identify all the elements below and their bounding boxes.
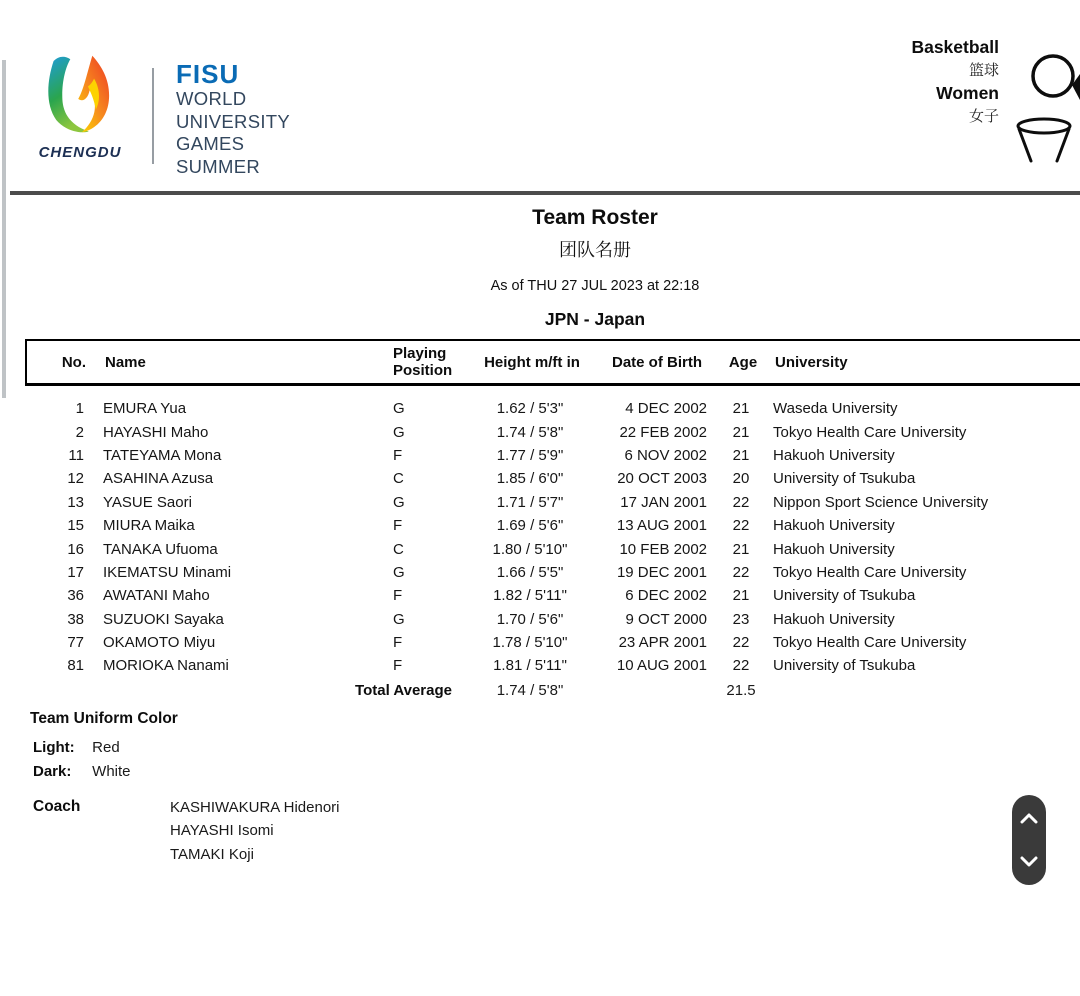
cell-no: 77 [67,634,84,652]
cell-age: 23 [732,610,750,628]
cell-no: 13 [67,493,84,511]
cell-height: 1.81 / 5'11" [493,657,567,675]
column-playing-position: Playing Position [393,345,453,379]
column-no: No. [61,353,86,371]
cell-age: 20 [732,470,750,488]
uniform-dark-value: White [92,763,131,780]
sport-name-zh: 篮球 [968,62,999,79]
uniform-light-value: Red [92,739,120,756]
cell-age: 21 [732,540,750,558]
scroll-up-button[interactable] [1020,812,1038,824]
cell-no: 15 [67,517,84,535]
cell-university: Hakuoh University [773,610,895,628]
cell-university: Tokyo Health Care University [773,423,967,441]
cell-pos: F [393,446,403,464]
cell-pos: C [393,540,404,558]
cell-dob: 23 APR 2001 [618,634,707,652]
table-row [25,654,1080,677]
table-row [25,584,1080,607]
cell-dob: 10 AUG 2001 [616,657,707,675]
cell-height: 1.80 / 5'10" [492,540,568,558]
page-title: Team Roster [532,206,658,229]
cell-name: OKAMOTO Miyu [103,634,216,652]
page-title-zh: 团队名册 [559,240,631,260]
cell-university: Hakuoh University [773,446,895,464]
cell-height: 1.77 / 5'9" [496,446,564,464]
cell-name: EMURA Yua [103,400,187,418]
cell-name: MORIOKA Nanami [103,657,229,675]
header-divider-rule [10,191,1080,195]
cell-pos: F [393,587,403,605]
cell-name: MIURA Maika [103,517,195,535]
cell-height: 1.70 / 5'6" [496,610,564,628]
sport-name: Basketball [911,37,999,57]
table-row [25,467,1080,490]
team-name: JPN - Japan [544,309,646,329]
column-university: University [775,353,848,371]
table-row [25,491,1080,514]
uniform-dark-label: Dark: [33,763,72,780]
cell-university: Hakuoh University [773,517,895,535]
cell-height: 1.69 / 5'6" [496,517,564,535]
cell-age: 22 [732,563,750,581]
table-row [25,631,1080,654]
fisu-line-games: GAMES [176,133,245,154]
cell-name: TANAKA Ufuoma [103,540,218,558]
page-edge [2,60,6,398]
cell-height: 1.82 / 5'11" [493,587,567,605]
basketball-icon [1015,48,1080,173]
cell-dob: 9 OCT 2000 [625,610,707,628]
table-row [25,561,1080,584]
cell-age: 22 [732,634,750,652]
cell-name: AWATANI Maho [103,587,210,605]
chengdu-games-logo [36,54,124,142]
cell-no: 38 [67,610,84,628]
cell-height: 1.71 / 5'7" [496,493,564,511]
cell-name: ASAHINA Azusa [103,470,214,488]
cell-no: 16 [67,540,84,558]
cell-no: 2 [75,423,84,441]
total-average-age: 21.5 [726,682,756,699]
table-row [25,608,1080,631]
cell-dob: 6 NOV 2002 [624,446,707,464]
coach-name: KASHIWAKURA Hidenori [170,799,340,816]
scroll-pill [1012,795,1046,885]
cell-name: YASUE Saori [103,493,192,511]
cell-age: 21 [732,400,750,418]
cell-no: 12 [67,470,84,488]
table-row [25,514,1080,537]
cell-university: University of Tsukuba [773,587,916,605]
cell-dob: 19 DEC 2001 [616,563,707,581]
uniform-light-label: Light: [33,739,75,756]
uniform-section-title: Team Uniform Color [30,710,178,727]
cell-age: 21 [732,587,750,605]
cell-age: 22 [732,517,750,535]
cell-age: 22 [732,657,750,675]
cell-pos: F [393,634,403,652]
cell-no: 1 [75,400,84,418]
fisu-line-summer: SUMMER [176,155,261,177]
sport-gender: Women [936,83,999,103]
column-date-of-birth: Date of Birth [612,353,702,371]
logo-divider [152,68,154,164]
cell-name: SUZUOKI Sayaka [103,610,224,628]
fisu-wordmark [176,60,290,178]
sport-block [911,36,999,128]
cell-age: 22 [732,493,750,511]
as-of-timestamp: As of THU 27 JUL 2023 at 22:18 [490,278,700,294]
cell-name: IKEMATSU Minami [103,563,232,581]
cell-pos: G [393,423,405,441]
column-height: Height m/ft in [484,353,580,371]
cell-pos: F [393,517,403,535]
cell-no: 11 [68,446,84,464]
cell-university: Waseda University [773,400,898,418]
cell-name: HAYASHI Maho [103,423,209,441]
cell-height: 1.74 / 5'8" [496,423,564,441]
cell-name: TATEYAMA Mona [103,446,222,464]
cell-dob: 22 FEB 2002 [619,423,707,441]
cell-pos: G [393,610,405,628]
cell-university: Tokyo Health Care University [773,634,967,652]
cell-university: University of Tsukuba [773,657,916,675]
cell-dob: 6 DEC 2002 [625,587,707,605]
scroll-down-button[interactable] [1020,856,1038,868]
cell-dob: 20 OCT 2003 [617,470,707,488]
cell-height: 1.62 / 5'3" [496,400,564,418]
column-name: Name [105,353,146,371]
total-average-label: Total Average [355,682,452,699]
title-block [105,206,1080,330]
fisu-line-university: UNIVERSITY [176,110,291,132]
cell-university: Hakuoh University [773,540,895,558]
fisu-label: FISU [176,59,240,89]
fisu-line-world: WORLD [176,88,247,109]
chevron-up-icon [1020,812,1038,824]
roster-table-header [25,339,1080,386]
cell-pos: G [393,493,405,511]
table-row [25,420,1080,443]
cell-pos: F [393,657,403,675]
cell-university: Nippon Sport Science University [773,493,989,511]
cell-pos: G [393,563,405,581]
uniform-light-row [33,739,120,756]
cell-dob: 4 DEC 2002 [625,400,707,418]
cell-no: 81 [67,657,84,675]
uniform-dark-row [33,763,131,780]
cell-dob: 17 JAN 2001 [620,493,707,511]
cell-pos: C [393,470,404,488]
cell-height: 1.85 / 6'0" [496,470,564,488]
total-average-row [25,678,1080,703]
cell-age: 21 [732,446,750,464]
cell-university: Tokyo Health Care University [773,563,967,581]
cell-university: University of Tsukuba [773,470,916,488]
chevron-down-icon [1020,856,1038,868]
cell-pos: G [393,400,405,418]
coach-name: TAMAKI Koji [170,845,254,863]
column-age: Age [728,353,758,371]
coach-names [170,798,340,868]
coach-label: Coach [33,798,81,815]
table-row [25,537,1080,560]
cell-height: 1.66 / 5'5" [496,563,564,581]
cell-dob: 10 FEB 2002 [619,540,707,558]
table-row [25,397,1080,420]
cell-height: 1.78 / 5'10" [492,634,568,652]
table-row [25,444,1080,467]
cell-no: 36 [67,587,84,605]
total-average-height: 1.74 / 5'8" [496,682,564,699]
cell-dob: 13 AUG 2001 [616,517,707,535]
cell-age: 21 [732,423,750,441]
sport-gender-zh: 女子 [968,108,999,125]
cell-no: 17 [67,563,84,581]
roster-table-body [25,397,1080,678]
chengdu-wordmark: CHENGDU [38,144,122,161]
coach-name: HAYASHI Isomi [170,822,274,840]
